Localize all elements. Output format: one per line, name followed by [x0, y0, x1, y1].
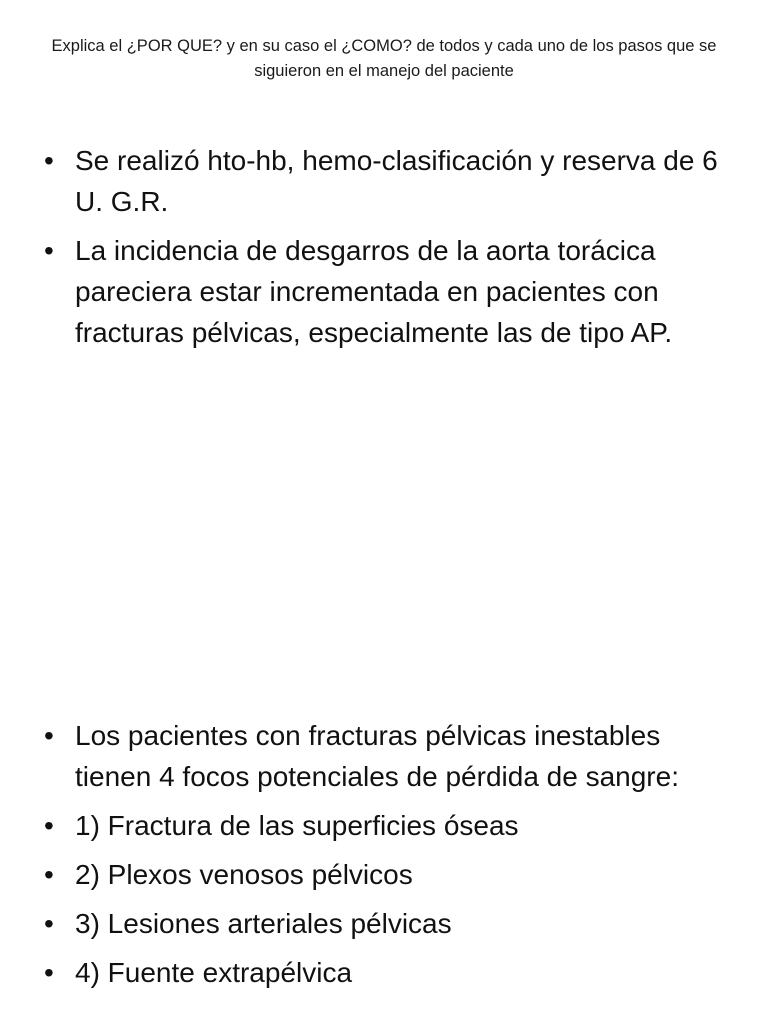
bullet-item: [44, 715, 734, 797]
bullet-dot-icon: •: [44, 145, 54, 176]
bullet-item: [44, 140, 734, 222]
bullet-item: [44, 903, 734, 944]
bullet-item: [44, 805, 734, 846]
bullet-list-bottom: [44, 715, 734, 1001]
bullet-item: [44, 230, 734, 353]
bullet-dot-icon: •: [44, 235, 54, 266]
bullet-list-top: [44, 140, 734, 361]
bullet-dot-icon: •: [44, 957, 54, 988]
bullet-item: [44, 854, 734, 895]
bullet-text: Se realizó hto-hb, hemo-clasificación y reserva de 6 U. G.R.: [75, 145, 718, 217]
bullet-text: Los pacientes con fracturas pélvicas inestables tienen 4 focos potenciales de pérdida de sangre:: [75, 720, 679, 792]
bullet-text: 4) Fuente extrapélvica: [75, 957, 353, 988]
bullet-dot-icon: •: [44, 859, 54, 890]
bullet-text: 3) Lesiones arteriales pélvicas: [75, 908, 452, 939]
bullet-dot-icon: •: [44, 810, 54, 841]
bullet-text: 2) Plexos venosos pélvicos: [75, 859, 413, 890]
bullet-dot-icon: •: [44, 720, 54, 751]
bullet-item: [44, 952, 734, 993]
bullet-text: 1) Fractura de las superficies óseas: [75, 810, 519, 841]
bullet-dot-icon: •: [44, 908, 54, 939]
bullet-text: La incidencia de desgarros de la aorta torácica pareciera estar incrementada en pacientes con fracturas pélvicas, especialmente las de tipo AP.: [75, 235, 673, 348]
slide-title: Explica el ¿POR QUE? y en su caso el ¿COMO? de todos y cada uno de los pasos que se siguieron en el manejo del paciente: [51, 37, 717, 80]
